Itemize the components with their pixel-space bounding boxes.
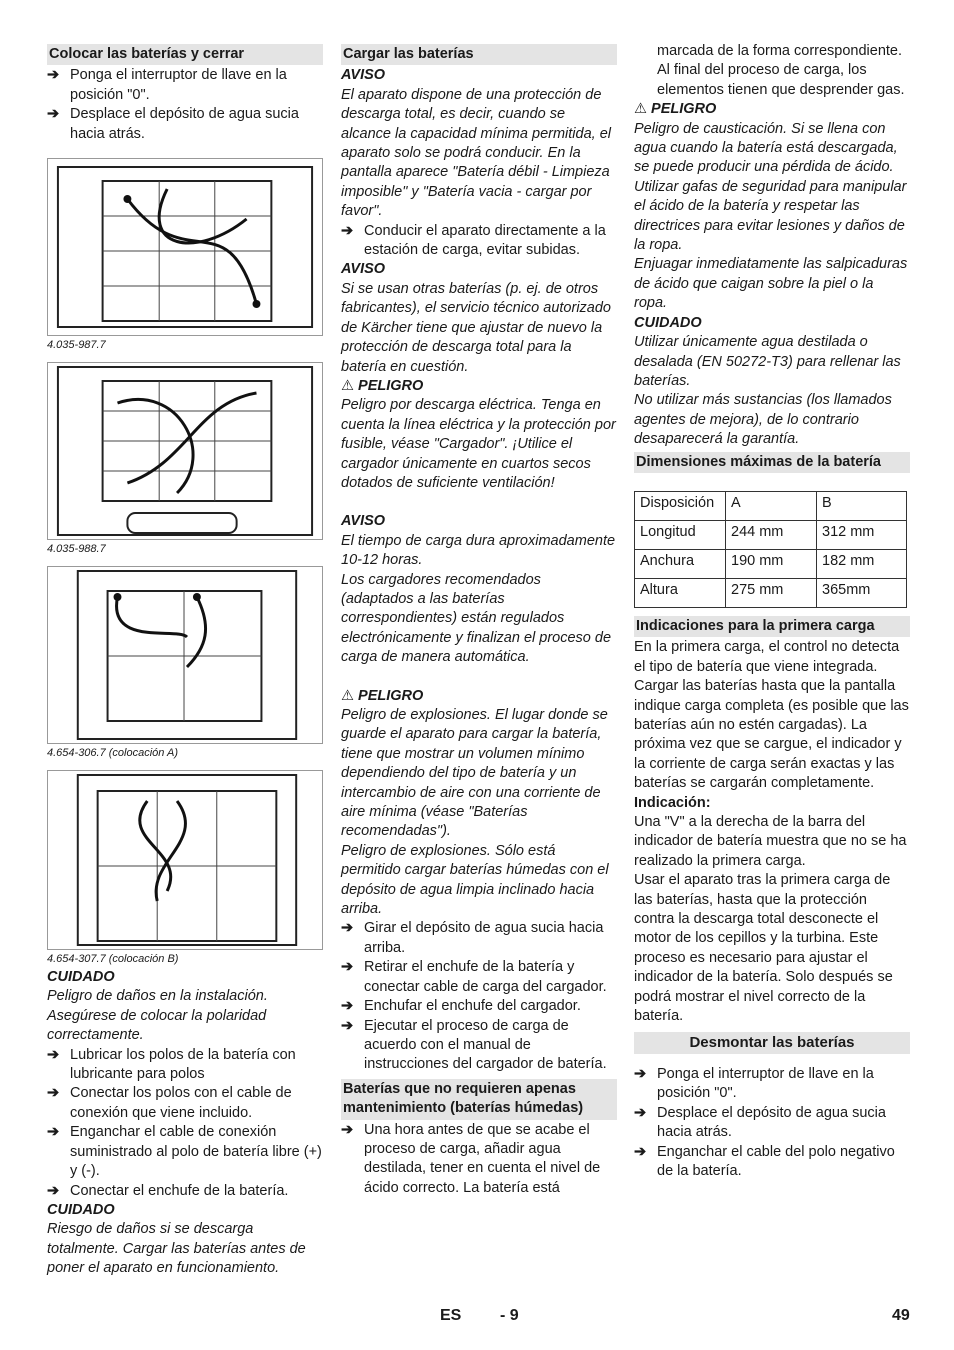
table-row: Altura 275 mm 365mm: [635, 578, 907, 607]
warning-icon: ⚠: [634, 101, 647, 118]
list-item: ➔ Conducir el aparato directamente a la estación de carga, evitar subidas.: [341, 222, 606, 259]
aviso-heading: AVISO: [341, 513, 386, 530]
dimensions-table: [634, 491, 907, 608]
cuidado-heading: CUIDADO: [634, 314, 702, 331]
primera-text: En la primera carga, el control no detecta el tipo de batería que viene integrada. Cargar las baterías hasta que la pantalla indique carga completa (es posible que las baterías aún no estén cargadas). La próxima vez que se cargue, el indicador y la corriente de carga serán exactas y las baterías se cargarán completamente.: [634, 639, 909, 792]
list-item: ➔ Conectar los polos con el cable de conexión que viene incluido.: [47, 1085, 292, 1121]
heading-colocar: Colocar las baterías y cerrar: [47, 44, 323, 65]
arrow-icon: ➔: [47, 1182, 60, 1199]
cuidado-text: Utilizar únicamente agua destilada o desalada (EN 50272-T3) para rellenar las baterías.: [634, 334, 901, 389]
figure-caption: 4.654-307.7 (colocación B): [47, 953, 179, 966]
indicacion-text: Una "V" a la derecha de la barra del indicador de batería muestra que no se ha realizado la primera carga.: [634, 814, 907, 869]
battery-figure-4: [47, 770, 323, 950]
peligro-text: Utilizar gafas de seguridad para manipular el ácido de la batería y respetar las directrices para evitar lesiones y daños de la ropa.: [634, 178, 907, 254]
table-row: Anchura 190 mm 182 mm: [635, 549, 907, 578]
aviso-heading: AVISO: [341, 261, 386, 278]
arrow-icon: ➔: [47, 1124, 60, 1141]
arrow-icon: ➔: [634, 1065, 647, 1082]
cuidado-heading: CUIDADO: [47, 1201, 115, 1218]
peligro-text: Enjuagar inmediatamente las salpicaduras de ácido que caigan sobre la piel o la ropa.: [634, 256, 908, 312]
figure-caption: 4.035-987.7: [47, 339, 106, 352]
column-1: [47, 42, 323, 1279]
battery-figure-1: [47, 158, 323, 336]
list-item: ➔ Enchufar el enchufe del cargador.: [341, 997, 617, 1016]
indicacion-text: Usar el aparato tras la primera carga de las baterías, hasta que la protección contra la descarga total desconecte el motor de los cepillos y la turbina. Este proceso es necesario para ajustar el indicador de la batería. Solo después se podrá mostrar el nivel correcto de la batería.: [634, 872, 893, 1025]
aviso-text: El tiempo de carga dura aproximadamente 10-12 horas.: [341, 532, 616, 569]
arrow-icon: ➔: [47, 1085, 60, 1102]
cuidado-text: Peligro de daños en la instalación. Asegúrese de colocar la polaridad correctamente.: [47, 988, 268, 1044]
page-number: 49: [892, 1307, 910, 1324]
arrow-icon: ➔: [341, 959, 354, 976]
heading-dimensiones: Dimensiones máximas de la batería: [634, 452, 910, 473]
arrow-icon: ➔: [341, 222, 354, 239]
list-item: ➔ Ejecutar el proceso de carga de acuerdo con el manual de instrucciones del cargador de batería.: [341, 1017, 607, 1073]
list-item: ➔ Lubricar los polos de la batería con lubricante para polos: [47, 1046, 296, 1083]
arrow-icon: ➔: [341, 1017, 354, 1034]
peligro-text: Peligro de causticación. Si se llena con agua cuando la batería está descargada, se puede producir una pérdida de ácido.: [634, 120, 898, 176]
peligro-text: Peligro por descarga eléctrica. Tenga en cuenta la línea eléctrica y la protección por fusible, véase "Cargador". ¡Utilice el cargador únicamente en cuartos secos dotados de suficiente ventilación!: [341, 397, 616, 491]
warning-icon: ⚠: [341, 687, 354, 704]
list-item: ➔ Enganchar el cable de conexión suministrado al polo de batería libre (+) y (-).: [47, 1124, 322, 1180]
warning-icon: ⚠: [341, 377, 354, 394]
list-item: ➔ Retirar el enchufe de la batería y conectar cable de carga del cargador.: [341, 959, 607, 995]
arrow-icon: ➔: [341, 920, 354, 937]
figure-caption: 4.654-306.7 (colocación A): [47, 747, 179, 760]
heading-primera-carga: Indicaciones para la primera carga: [634, 616, 910, 637]
arrow-icon: ➔: [634, 1104, 647, 1121]
list-item: ➔ Una hora antes de que se acabe el proceso de carga, añadir agua destilada, tener en cuenta el nivel de ácido correcto. La batería está: [341, 1121, 601, 1196]
figure-caption: 4.035-988.7: [47, 543, 106, 556]
list-item: ➔ Ponga el interruptor de llave en la posición "0".: [47, 67, 287, 103]
list-item: ➔ Ponga el interruptor de llave en la posición "0".: [634, 1065, 874, 1102]
aviso-heading: AVISO: [341, 67, 386, 84]
list-item: ➔ Desplace el depósito de agua sucia hacia atrás.: [634, 1104, 886, 1141]
heading-humedas: Baterías que no requieren apenas mantenimiento (baterías húmedas): [341, 1079, 617, 1120]
arrow-icon: ➔: [634, 1143, 647, 1160]
arrow-icon: ➔: [47, 1046, 60, 1063]
heading-desmontar: Desmontar las baterías: [634, 1032, 910, 1053]
continued-text: marcada de la forma correspondiente. Al final del proceso de carga, los elementos tienen que desprender gas.: [657, 43, 905, 98]
peligro-heading: ⚠ PELIGRO: [341, 687, 424, 704]
peligro-text: Peligro de explosiones. Sólo está permitido cargar baterías húmedas con el depósito de agua limpia inclinado hacia arriba.: [341, 842, 609, 918]
arrow-icon: ➔: [47, 106, 60, 123]
table-row: Disposición A B: [635, 491, 907, 520]
aviso-text: Los cargadores recomendados (adaptados a las baterías correspondientes) están regulados electrónicamente y finalizan el proceso de carga de manera automática.: [341, 571, 612, 666]
arrow-icon: ➔: [341, 1121, 354, 1138]
table-row: Longitud 244 mm 312 mm: [635, 520, 907, 549]
indicacion-heading: Indicación:: [634, 794, 711, 811]
column-3: [634, 42, 910, 1181]
aviso-text: El aparato dispone de una protección de descarga total, es decir, cuando se alcance la capacidad mínima permitida, el aparato solo se podrá conducir. En la pantalla aparece "Batería débil - Limpieza imposible" y "Batería vacia - cargar por favor".: [341, 86, 611, 220]
list-item: ➔ Girar el depósito de agua sucia hacia arriba.: [341, 920, 604, 956]
list-item: ➔ Desplace el depósito de agua sucia hacia atrás.: [47, 106, 299, 142]
arrow-icon: ➔: [47, 67, 60, 84]
list-item: ➔ Enganchar el cable del polo negativo de la batería.: [634, 1143, 895, 1179]
list-item: ➔ Conectar el enchufe de la batería.: [47, 1182, 323, 1201]
peligro-text: Peligro de explosiones. El lugar donde se guarde el aparato para cargar la batería, tiene que mostrar un volumen mínimo dependiendo del tipo de batería y un intercambio de aire con una corriente de aire mínima (véase "Baterías recomendadas").: [341, 707, 608, 840]
battery-figure-3: [47, 566, 323, 744]
aviso-text: Si se usan otras baterías (p. ej. de otros fabricantes), el servicio técnico autorizado de Kärcher tiene que ajustar de nuevo la protección de descarga total para la batería en cuestión.: [341, 280, 611, 375]
peligro-heading: ⚠ PELIGRO: [634, 101, 717, 118]
cuidado-heading: CUIDADO: [47, 969, 115, 986]
cuidado-text: Riesgo de daños si se descarga totalmente. Cargar las baterías antes de poner el aparato en funcionamiento.: [47, 1221, 306, 1277]
battery-figure-2: [47, 362, 323, 540]
peligro-heading: ⚠ PELIGRO: [341, 377, 424, 394]
language-code: ES: [440, 1307, 462, 1324]
cuidado-text: No utilizar más sustancias (los llamados agentes de mejora), de lo contrario desaparecerá la garantía.: [634, 392, 892, 448]
column-2: [341, 42, 617, 1198]
heading-cargar: Cargar las baterías: [341, 44, 617, 65]
section-page: - 9: [500, 1307, 519, 1324]
arrow-icon: ➔: [341, 998, 354, 1015]
